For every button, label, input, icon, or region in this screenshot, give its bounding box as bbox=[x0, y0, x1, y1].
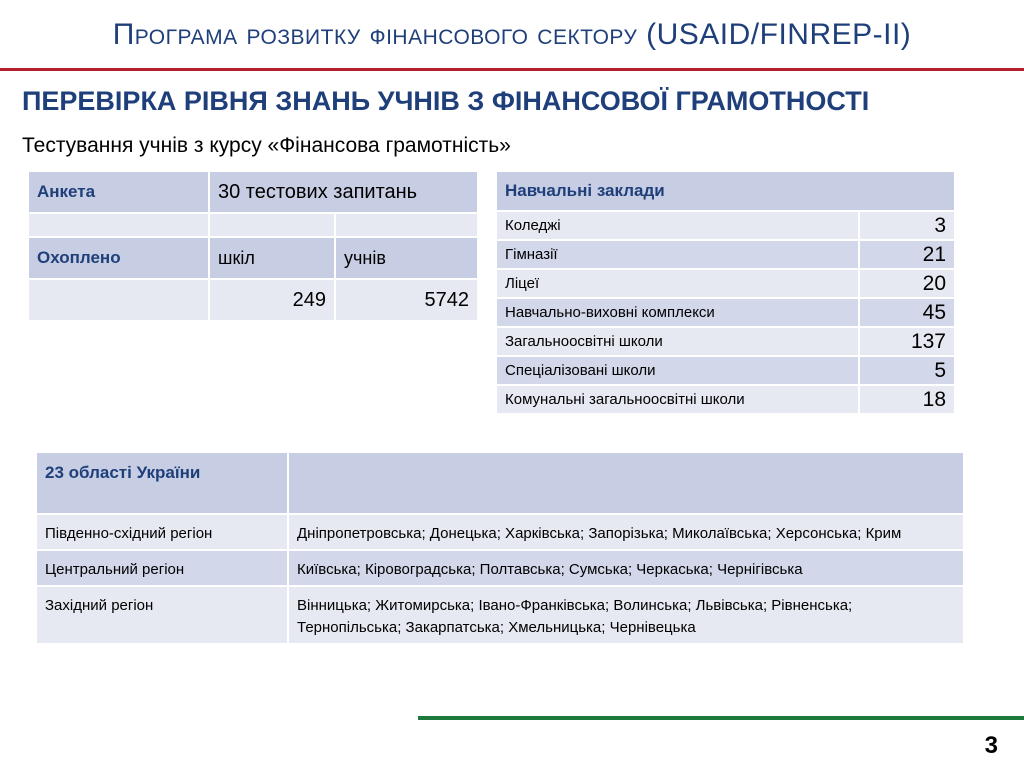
institution-count: 137 bbox=[859, 327, 955, 356]
schools-count: 249 bbox=[209, 279, 335, 321]
institution-name: Гімназії bbox=[496, 240, 859, 269]
page-number: 3 bbox=[984, 732, 998, 759]
institution-name: Загальноосвітні школи bbox=[496, 327, 859, 356]
table-header-row bbox=[36, 452, 964, 514]
regions-header: 23 області України bbox=[36, 452, 288, 514]
slide-subtitle: Тестування учнів з курсу «Фінансова грамотність» bbox=[22, 134, 511, 157]
table-row bbox=[496, 327, 955, 356]
questionnaire-value: 30 тестових запитань bbox=[209, 171, 478, 213]
region-oblasts: Київська; Кіровоградська; Полтавська; Сумська; Черкаська; Чернігівська bbox=[288, 550, 964, 586]
institution-count: 5 bbox=[859, 356, 955, 385]
institution-name: Навчально-виховні комплекси bbox=[496, 298, 859, 327]
table-row bbox=[496, 269, 955, 298]
slide-title: ПЕРЕВІРКА РІВНЯ ЗНАНЬ УЧНІВ З ФІНАНСОВОЇ ГРАМОТНОСТІ bbox=[22, 86, 870, 116]
table-row bbox=[36, 586, 964, 644]
coverage-label: Охоплено bbox=[28, 237, 209, 279]
table-row bbox=[28, 279, 478, 321]
students-count: 5742 bbox=[335, 279, 478, 321]
institution-count: 45 bbox=[859, 298, 955, 327]
students-header: учнів bbox=[335, 237, 478, 279]
region-oblasts: Дніпропетровська; Донецька; Харківська; Запорізька; Миколаївська; Херсонська; Крим bbox=[288, 514, 964, 550]
table-row bbox=[496, 211, 955, 240]
table-row bbox=[496, 240, 955, 269]
institution-count: 20 bbox=[859, 269, 955, 298]
institution-count: 3 bbox=[859, 211, 955, 240]
survey-table bbox=[27, 170, 479, 322]
region-name: Західний регіон bbox=[36, 586, 288, 644]
table-row bbox=[496, 356, 955, 385]
table-row bbox=[28, 213, 478, 237]
institution-count: 18 bbox=[859, 385, 955, 414]
table-row bbox=[28, 237, 478, 279]
institution-count: 21 bbox=[859, 240, 955, 269]
table-row bbox=[496, 385, 955, 414]
schools-header: шкіл bbox=[209, 237, 335, 279]
header-divider bbox=[0, 68, 1024, 71]
institution-name: Ліцеї bbox=[496, 269, 859, 298]
institution-name: Комунальні загальноосвітні школи bbox=[496, 385, 859, 414]
footer-divider bbox=[418, 716, 1024, 720]
table-row bbox=[28, 171, 478, 213]
region-name: Центральний регіон bbox=[36, 550, 288, 586]
questionnaire-label: Анкета bbox=[28, 171, 209, 213]
table-row bbox=[36, 550, 964, 586]
table-row bbox=[496, 298, 955, 327]
institution-name: Коледжі bbox=[496, 211, 859, 240]
program-title: Програма розвитку фінансового сектору (USAID/FINREP-II) bbox=[112, 18, 912, 51]
institution-name: Спеціалізовані школи bbox=[496, 356, 859, 385]
table-header-row bbox=[496, 171, 955, 211]
region-oblasts: Вінницька; Житомирська; Івано-Франківська; Волинська; Львівська; Рівненська; Тернопільська; Закарпатська; Хмельницька; Чернівецька bbox=[288, 586, 964, 644]
table-row bbox=[36, 514, 964, 550]
institutions-table bbox=[495, 170, 956, 415]
regions-table bbox=[35, 451, 965, 645]
institutions-header: Навчальні заклади bbox=[496, 171, 955, 211]
region-name: Південно-східний регіон bbox=[36, 514, 288, 550]
